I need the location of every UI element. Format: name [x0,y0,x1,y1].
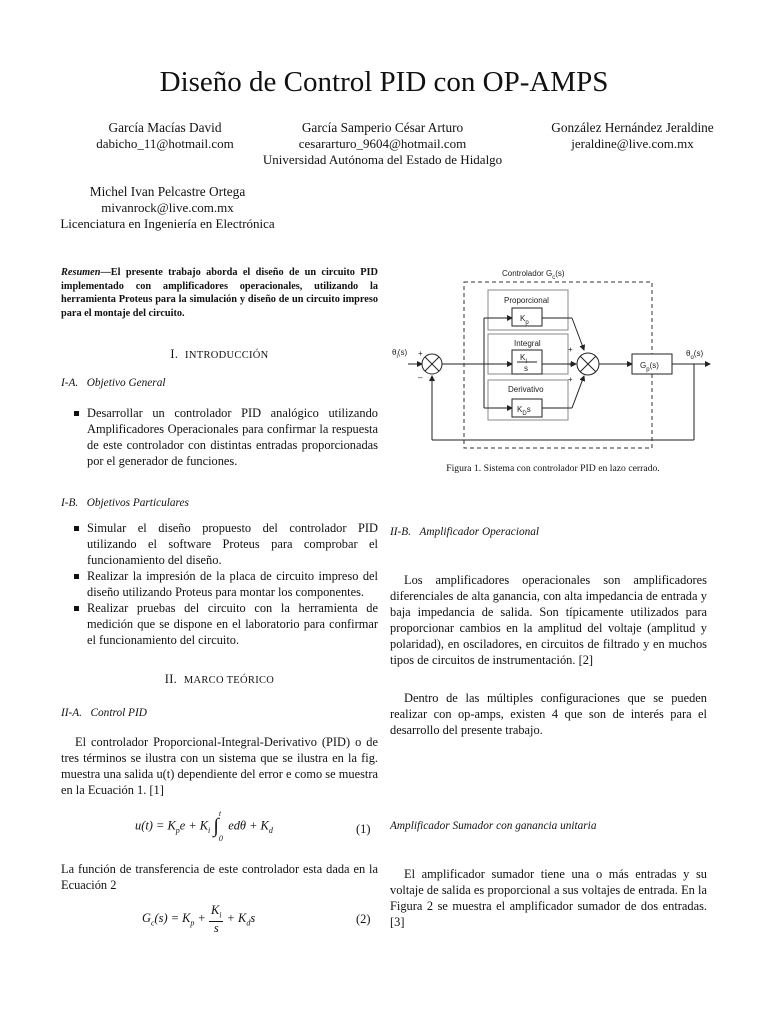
svg-text:+: + [568,375,573,384]
svg-text:+: + [418,349,423,358]
paragraph-pid: El controlador Proporcional-Integral-Derivativo (PID) o de tres términos se ilustra con un sistema que se ilustra en la fig. muestra una salida u(t) dependiente del error e como se muestra en la Ecuación 1. [1] [61,735,378,797]
paper-title: Diseño de Control PID con OP-AMPS [159,66,609,98]
subsection-heading-summing: Amplificador Sumador con ganancia unitaria [390,820,597,832]
abstract-label: Resumen [61,267,101,278]
bullet-item: Desarrollar un controlador PID analógico utilizando Amplificadores Operacionales para confirmar la respuesta de este controlador con distintas entradas proporcionadas por el generador de funciones. [61,405,378,469]
controller-label: Controlador $G_c(s)$ [502,269,565,281]
svg-text:+: + [568,360,573,369]
svg-text:–: – [418,373,423,382]
section-title: MARCO TEÓRICO [183,675,275,686]
author-name: García Macías David [108,120,222,135]
subsection-heading-1a [61,377,378,389]
section-number: II. [164,672,178,686]
subsection-title: Objetivos Particulares [86,497,189,509]
svg-text:Kp: $K_p$ [520,314,529,326]
author-email: dabicho_11@hotmail.com [96,136,234,151]
subsection-heading-2b [390,526,707,538]
abstract-text: —El presente trabajo aborda el diseño de un circuito PID implementado con amplificadores operacionales, utilizando la herramienta Proteus para la simulación y diseño de un circuito impreso para el montaje del circuito. [61,267,378,319]
controller-boundary [464,282,652,448]
subsection-number: I-B. [61,497,79,509]
bullet-item: Simular el diseño propuesto del controlador PID utilizando el software Proteus para comprobar el funcionamiento del diseño. [61,520,378,568]
figure-1-caption: Figura 1. Sistema con controlador PID en lazo cerrado. [446,463,660,474]
section-heading-1 [61,347,378,362]
subsection-heading-2a [61,707,378,719]
author-block-2 [250,120,515,168]
bullet-item: Realizar pruebas del circuito con la herramienta de medición que se dispone en el laboratorio para confirmar el funcionamiento del circuito. [61,600,378,648]
author-name: Michel Ivan Pelcastre Ortega [89,184,246,199]
bullet-list-particular [61,520,378,648]
subsection-number: II-A. [61,707,83,719]
section-number: I. [170,347,179,361]
proportional-label: Proporcional [504,296,549,305]
author-name: García Samperio César Arturo [301,120,464,135]
integral-label: Integral [514,339,541,348]
subsection-title: Control PID [90,707,147,719]
author-affiliation: Universidad Autónoma del Estado de Hidalgo [262,152,503,167]
author-block-1 [60,120,270,152]
subsection-title: Amplificador Operacional [419,526,540,538]
input-label: $\theta_i(s)$ [392,348,408,360]
subsection-title: Objetivo General [86,377,166,389]
author-name: González Hernández Jeraldine [551,120,714,135]
author-email: cesararturo_9604@hotmail.com [298,136,467,151]
author-block-4 [55,184,280,232]
output-label: $\theta_o(s)$ [686,349,704,361]
bullet-item: Realizar la impresión de la placa de circuito impreso del diseño utilizando Proteus para montar los componentes. [61,568,378,600]
paragraph-opamp-2: Dentro de las múltiples configuraciones que se pueden realizar con op-amps, existen 4 que son de interés para el desarrollo del presente trabajo. [390,691,707,737]
section-heading-2 [61,672,378,687]
figure-1-block-diagram [388,262,718,460]
equation-1-number: (1) [356,822,371,836]
subsection-heading-1b [61,497,378,509]
svg-text:s: s [524,364,528,373]
equation-1: $u(t) = K_pe + K_i$ $\int_0^t$ $ed\theta + K_d$ [135,809,273,843]
author-email: jeraldine@live.com.mx [571,136,694,151]
svg-text:+: + [568,345,573,354]
paragraph-summing: El amplificador sumador tiene una o más entradas y su voltaje de salida es proporcional a sus voltajes de entrada. En la Figura 2 se muestra el amplificador sumador de dos entradas. [3] [390,867,707,929]
svg-text:KI: K [520,353,526,362]
author-email: mivanrock@live.com.mx [101,200,234,215]
svg-text:KDs: $K_Ds$ [517,405,531,417]
author-block-3 [525,120,740,152]
paragraph-transfer: La función de transferencia de este controlador esta dada en la Ecuación 2 [61,862,378,892]
svg-text:Gp(s): $G_p(s)$ [640,361,659,373]
subsection-number: I-A. [61,377,79,389]
bullet-list-general [61,405,378,469]
paragraph-opamp-1: Los amplificadores operacionales son amplificadores diferenciales de alta ganancia, con alta impedancia de entrada y baja impedancia de salida. Son típicamente utilizados para proporcionar cambios en la amplitud del voltaje (amplitud y polaridad), en osciladores, en circuitos de filtrado y en muchos tipos de circuitos de instrumentación. [2] [390,573,707,667]
section-title: INTRODUCCIÓN [185,350,269,361]
author-affiliation: Licenciatura en Ingeniería en Electrónica [60,216,275,231]
abstract [61,266,378,320]
derivative-label: Derivativo [508,385,544,394]
subsection-number: II-B. [390,526,412,538]
equation-2: $G_c(s) = K_p$ + $\frac{K_i}{s}$ + $K_ds$ [142,903,256,936]
equation-2-number: (2) [356,912,371,926]
